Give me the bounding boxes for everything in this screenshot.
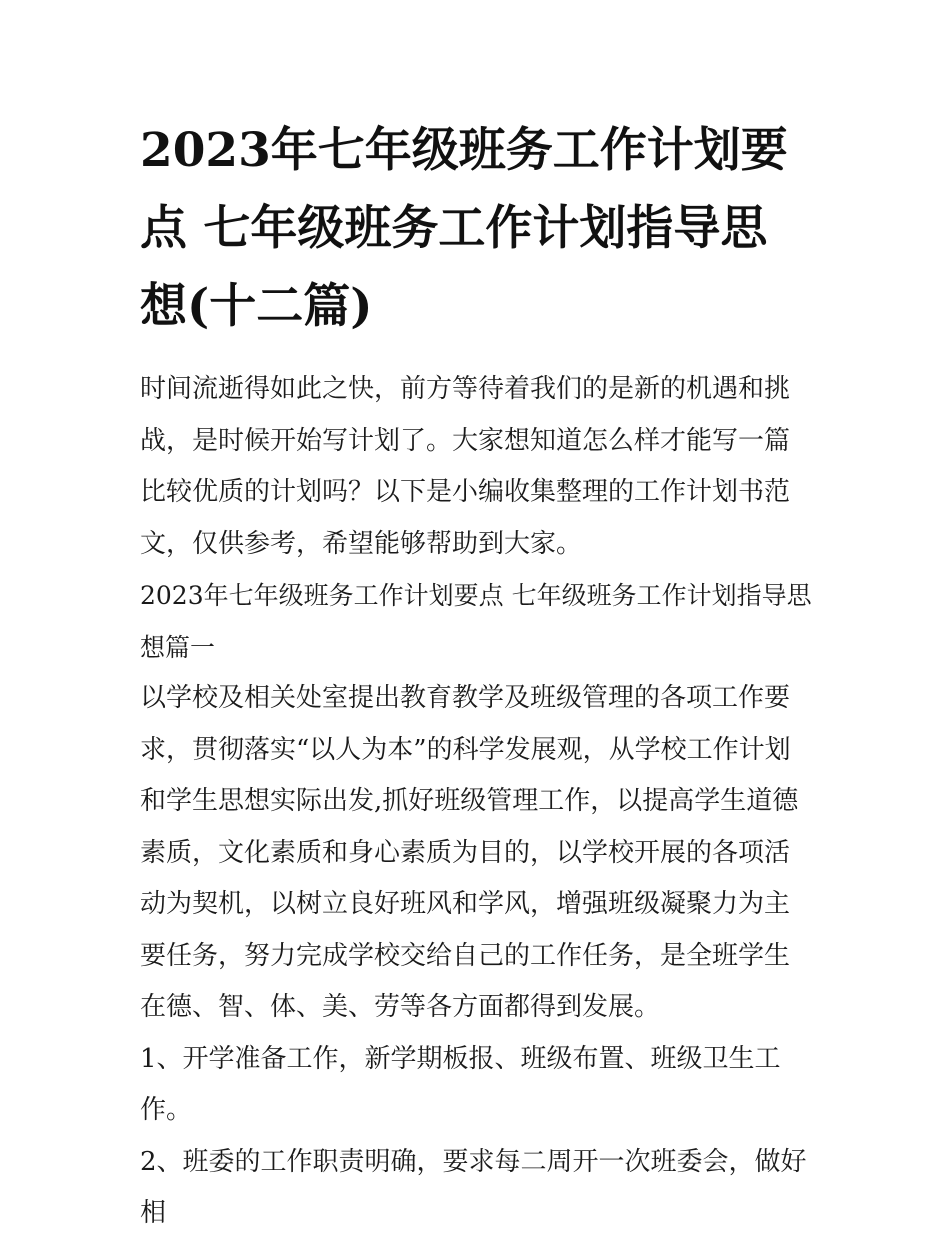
list-item: 2、班委的工作职责明确，要求每二周开一次班委会，做好相 (140, 1146, 807, 1228)
document-title: 2023年七年级班务工作计划要点 七年级班务工作计划指导思想(十二篇) (140, 123, 788, 334)
body-paragraph: 以学校及相关处室提出教育教学及班级管理的各项工作要求，贯彻落实“以人为本”的科学发展观，从学校工作计划和学生思想实际出发,抓好班级管理工作，以提高学生道德素质，文化素质和身心素质为目的，以学校开展的各项活动为契机，以树立良好班风和学风，增强班级凝聚力为主要任务，努力完成学校交给自己的工作任务，是全班学生在德、智、体、美、劳等各方面都得到发展。 (140, 683, 799, 1022)
section-heading: 2023年七年级班务工作计划要点 七年级班务工作计划指导思想篇一 (140, 581, 812, 662)
list-item: 1、开学准备工作，新学期板报、班级布置、班级卫生工作。 (140, 1043, 781, 1125)
intro-paragraph: 时间流逝得如此之快，前方等待着我们的是新的机遇和挑战，是时候开始写计划了。大家想知道怎么样才能写一篇比较优质的计划吗？以下是小编收集整理的工作计划书范文，仅供参考，希望能够帮助到大家。 (140, 374, 791, 559)
document-page (140, 112, 812, 1240)
